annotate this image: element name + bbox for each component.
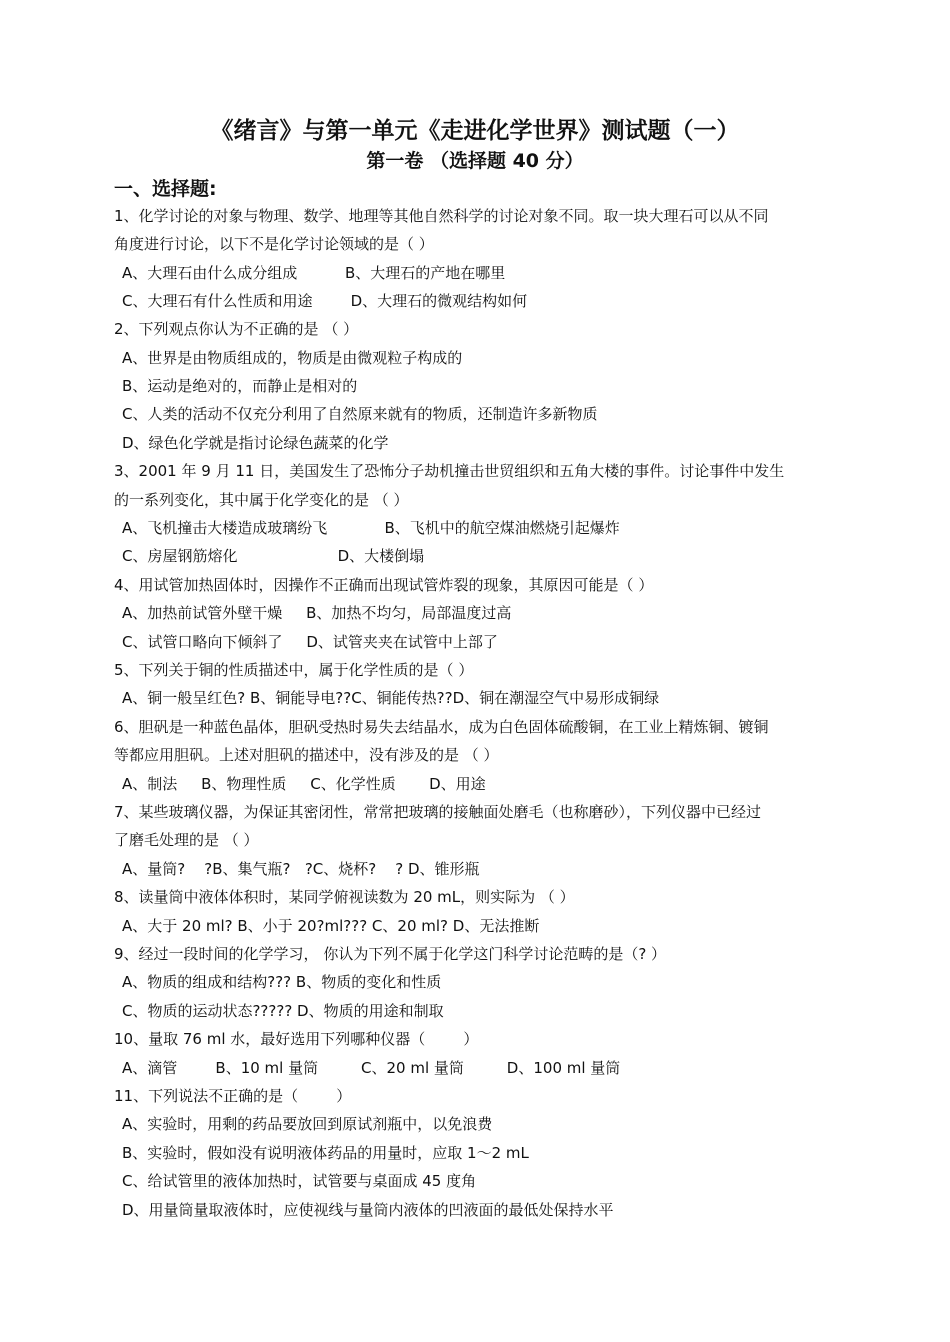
question-9-options-ab: A、物质的组成和结构??? B、物质的变化和性质 [122, 973, 442, 991]
question-2-option-a: A、世界是由物质组成的，物质是由微观粒子构成的 [122, 349, 463, 367]
question-3-line-2: 的一系列变化，其中属于化学变化的是 （ ） [114, 491, 409, 509]
question-1-options-ab: A、大理石由什么成分组成 B、大理石的产地在哪里 [122, 264, 506, 282]
question-7-line-1: 7、某些玻璃仪器，为保证其密闭性，常常把玻璃的接触面处磨毛（也称磨砂），下列仪器中已经过 [114, 803, 762, 821]
question-11-option-b: B、实验时，假如没有说明液体药品的用量时，应取 1～2 mL [122, 1144, 529, 1162]
question-11-option-d: D、用量筒量取液体时，应使视线与量筒内液体的凹液面的最低处保持水平 [122, 1201, 614, 1219]
question-2-option-b: B、运动是绝对的，而静止是相对的 [122, 377, 358, 395]
question-11-option-a: A、实验时，用剩的药品要放回到原试剂瓶中，以免浪费 [122, 1115, 493, 1133]
question-1-line-2: 角度进行讨论，以下不是化学讨论领域的是（ ） [114, 235, 434, 253]
question-10-options: A、滴管 B、10 ml 量筒 C、20 ml 量筒 D、100 ml 量筒 [122, 1059, 621, 1077]
page-title: 《绪言》与第一单元《走进化学世界》测试题（一） [210, 118, 740, 144]
question-9-options-cd: C、物质的运动状态????? D、物质的用途和制取 [122, 1002, 444, 1020]
question-3-options-cd: C、房屋钢筋熔化 D、大楼倒塌 [122, 547, 425, 565]
question-1-line-1: 1、化学讨论的对象与物理、数学、地理等其他自然科学的讨论对象不同。取一块大理石可以从不同 [114, 207, 769, 225]
question-2: 2、下列观点你认为不正确的是 （ ） [114, 320, 359, 338]
question-6-line-1: 6、胆矾是一种蓝色晶体，胆矾受热时易失去结晶水，成为白色固体硫酸铜，在工业上精炼铜、镀铜 [114, 718, 769, 736]
question-2-option-c: C、人类的活动不仅充分利用了自然原来就有的物质，还制造许多新物质 [122, 405, 598, 423]
question-4-options-ab: A、加热前试管外壁干燥 B、加热不均匀，局部温度过高 [122, 604, 512, 622]
question-5: 5、下列关于铜的性质描述中，属于化学性质的是（ ） [114, 661, 474, 679]
question-1-options-cd: C、大理石有什么性质和用途 D、大理石的微观结构如何 [122, 292, 528, 310]
question-6-line-2: 等都应用胆矾。上述对胆矾的描述中，没有涉及的是 （ ） [114, 746, 499, 764]
question-4: 4、用试管加热固体时，因操作不正确而出现试管炸裂的现象，其原因可能是（ ） [114, 576, 654, 594]
section-heading: 一、选择题: [114, 178, 217, 200]
question-11-option-c: C、给试管里的液体加热时，试管要与桌面成 45 度角 [122, 1172, 477, 1190]
question-6-options: A、制法 B、物理性质 C、化学性质 D、用途 [122, 775, 486, 793]
question-4-options-cd: C、试管口略向下倾斜了 D、试管夹夹在试管中上部了 [122, 633, 498, 651]
question-7-line-2: 了磨毛处理的是 （ ） [114, 831, 259, 849]
question-3-options-ab: A、飞机撞击大楼造成玻璃纷飞 B、飞机中的航空煤油燃烧引起爆炸 [122, 519, 620, 537]
question-10: 10、量取 76 ml 水，最好选用下列哪种仪器（ ） [114, 1030, 479, 1048]
question-3-line-1: 3、2001 年 9 月 11 日，美国发生了恐怖分子劫机撞击世贸组织和五角大楼的事件。讨论事件中发生 [114, 462, 785, 480]
question-8-options: A、大于 20 ml? B、小于 20?ml??? C、20 ml? D、无法推断 [122, 917, 540, 935]
question-11: 11、下列说法不正确的是（ ） [114, 1087, 352, 1105]
page-subtitle: 第一卷 （选择题 40 分） [366, 150, 584, 172]
question-9: 9、经过一段时间的化学学习， 你认为下列不属于化学这门科学讨论范畴的是（? ） [114, 945, 667, 963]
question-2-option-d: D、绿色化学就是指讨论绿色蔬菜的化学 [122, 434, 389, 452]
question-5-options: A、铜一般呈红色? B、铜能导电??C、铜能传热??D、铜在潮湿空气中易形成铜绿 [122, 689, 660, 707]
question-8: 8、读量筒中液体体积时，某同学俯视读数为 20 mL，则实际为 （ ） [114, 888, 575, 906]
question-7-options: A、量筒? ?B、集气瓶? ?C、烧杯? ? D、锥形瓶 [122, 860, 480, 878]
